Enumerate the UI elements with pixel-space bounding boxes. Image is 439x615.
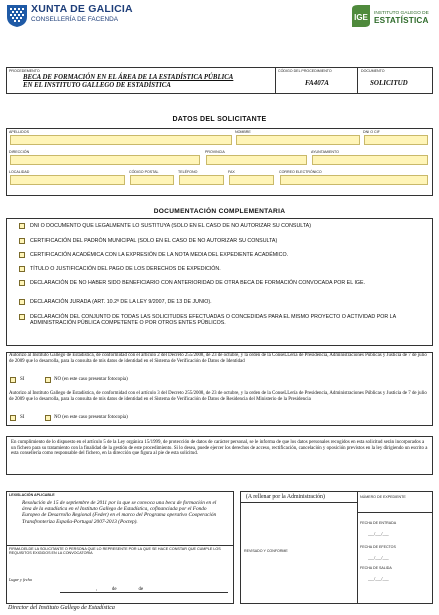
council-label: AYUNTAMIENTO bbox=[311, 150, 339, 154]
auth-yes-checkbox[interactable] bbox=[10, 415, 16, 421]
council-field[interactable] bbox=[312, 155, 428, 165]
email-label: CORREO ELECTRÓNICO bbox=[279, 170, 322, 174]
name-field[interactable] bbox=[236, 135, 360, 145]
document-label: DOCUMENTO bbox=[361, 69, 385, 73]
procedure-title-box bbox=[6, 67, 433, 94]
divider bbox=[240, 502, 357, 503]
phone-field[interactable] bbox=[179, 175, 224, 185]
postal-code-field[interactable] bbox=[130, 175, 174, 185]
applicant-heading: DATOS DEL SOLICITANTE bbox=[172, 116, 267, 123]
place-date-text: , de de bbox=[96, 587, 144, 592]
divider bbox=[357, 68, 358, 93]
divider bbox=[275, 68, 276, 93]
admin-box bbox=[240, 491, 433, 604]
legislation-label: LEXISLACIÓN APLICABLE bbox=[9, 493, 55, 497]
doc-item: DECLARACIÓN JURADA (ART. 10.2º DE LA LEY 9/2007, DE 13 DE JUNIO). bbox=[30, 299, 212, 305]
xunta-title: XUNTA DE GALICIA bbox=[31, 3, 133, 15]
ige-emblem-icon bbox=[350, 3, 372, 29]
auth-no-checkbox[interactable] bbox=[45, 415, 51, 421]
doc-checkbox[interactable] bbox=[19, 266, 25, 272]
xunta-department: CONSELLERÍA DE FACENDA bbox=[31, 16, 119, 23]
locality-label: LOCALIDAD bbox=[9, 170, 30, 174]
doc-checkbox[interactable] bbox=[19, 238, 25, 244]
dni-label: DNI O CIF bbox=[363, 130, 380, 134]
doc-item: CERTIFICACIÓN DEL PADRÓN MUNICIPAL (SOLO EN EL CASO DE NO AUTORIZAR SU CONSULTA) bbox=[30, 238, 278, 244]
procedure-label: PROCEDEMENTO bbox=[9, 69, 40, 73]
auth-yes-label: SI bbox=[20, 377, 25, 382]
ige-name-line2: ESTATÍSTICA bbox=[374, 16, 429, 25]
auth-yes-label: SI bbox=[20, 415, 25, 420]
legislation-text: Resolución de 15 de septiembre de 2011 por la que se convoca una beca de formación en el área de la estadística en el Instituto Gallego de Estadística, cofinanciada por el Fondo Europeo de Desarrollo Regional (Feder) en el marco del Programa operativo Cooperación Transfronteriza España-Portugal 2007-2013 (Poctep). bbox=[22, 500, 217, 525]
ige-name-line1: INSTITUTO GALEGO DE bbox=[374, 11, 429, 16]
province-field[interactable] bbox=[206, 155, 307, 165]
doc-item: DECLARACIÓN DE NO HABER SIDO BENEFICIARIO CON ANTERIORIDAD DE OTRA BECA DE FORMACIÓN CONVOCADA POR EL IGE. bbox=[30, 280, 366, 286]
email-field[interactable] bbox=[280, 175, 428, 185]
postal-code-label: CÓDIGO POSTAL bbox=[129, 170, 159, 174]
doc-item: TÍTULO O JUSTIFICACIÓN DEL PAGO DE LOS DERECHOS DE EXPEDICIÓN. bbox=[30, 266, 221, 272]
divider bbox=[357, 512, 433, 513]
document-value: SOLICITUD bbox=[370, 79, 408, 87]
admin-heading: (A rellenar por la Administración) bbox=[246, 494, 325, 500]
fax-label: FAX bbox=[228, 170, 235, 174]
auth-yes-checkbox[interactable] bbox=[10, 377, 16, 383]
doc-checkbox[interactable] bbox=[19, 299, 25, 305]
documentation-heading: DOCUMENTACIÓN COMPLEMENTARIA bbox=[153, 208, 286, 215]
ige-logo bbox=[350, 3, 372, 29]
auth-no-label: NO (en este caso presentar fotocopia) bbox=[54, 415, 128, 420]
doc-checkbox[interactable] bbox=[19, 223, 25, 229]
phone-label: TELÉFONO bbox=[178, 170, 198, 174]
auth-no-checkbox[interactable] bbox=[45, 377, 51, 383]
doc-item: CERTIFICACIÓN ACADÉMICA CON LA EXPRESIÓN DE LA NOTA MEDIA DEL EXPEDIENTE ACADÉMICO. bbox=[30, 252, 289, 258]
authorization-text: Autorizo al Instituto Gallego de Estadística, de conformidad con el artículo 2 del Decreto 255/2008, de 23 de octubre, y la orden de la ConseLLería de Presidencia, Administraciones Públicas y Justicia de 7 de julio de 2009 que lo desarrolla, para la consulta de mis datos de identidad en el Sistema de Verificación de Datos de Identidad bbox=[9, 353, 427, 364]
entry-date-label: FECHA DE ENTRADA bbox=[360, 521, 397, 525]
footer-text: Director del Instituto Gallego de Estadística bbox=[8, 605, 115, 611]
xunta-shield-icon bbox=[6, 4, 28, 28]
signature-label: FIRMA DELDE LA SOLICITANTE O PERSONA QUE LO REPRESENTE POR LA QUE SE HACE CONSTAR QUE CUMPLE LOS REQUISITOS EXIGIDOS EN LA CONVOCATORIA bbox=[9, 547, 221, 556]
file-number-label: NÚMERO DE EXPEDIENTE bbox=[360, 495, 406, 499]
province-label: PROVINCIA bbox=[205, 150, 225, 154]
xunta-logo bbox=[6, 4, 28, 28]
place-date-label: Lugar y fecha bbox=[9, 577, 32, 582]
surname-label: APELLIDOS bbox=[9, 130, 29, 134]
effect-date-label: FECHA DE EFECTOS bbox=[360, 545, 396, 549]
applicant-box bbox=[6, 128, 433, 196]
doc-checkbox[interactable] bbox=[19, 280, 25, 286]
procedure-line1: BECA DE FORMACIÓN EN EL ÁREA DE LA ESTADÍSTICA PÚBLICA bbox=[23, 74, 234, 81]
divider bbox=[6, 545, 234, 546]
doc-item: DECLARACIÓN DEL CONJUNTO DE TODAS LAS SOLICITUDES EFECTUADAS O CONCEDIDAS PARA EL MISMO PROYECTO O ACTIVIDAD POR LA ADMINISTRACIÓN PÚBLICA COMPETENTE O POR OTROS ENTES PÚBLICOS. bbox=[30, 314, 396, 327]
doc-checkbox[interactable] bbox=[19, 314, 25, 320]
procedure-code-value: FA407A bbox=[305, 79, 329, 87]
procedure-code-label: CÓDIGO DEL PROCEDIMIENTO bbox=[278, 69, 332, 73]
effect-date-value[interactable]: ___/___/___ bbox=[368, 555, 389, 560]
surname-field[interactable] bbox=[10, 135, 232, 145]
address-field[interactable] bbox=[10, 155, 200, 165]
exit-date-label: FECHA DE SALIDA bbox=[360, 566, 392, 570]
fax-field[interactable] bbox=[229, 175, 274, 185]
address-label: DIRECCIÓN bbox=[9, 150, 30, 154]
name-label: NOMBRE bbox=[235, 130, 251, 134]
exit-date-value[interactable]: ___/___/___ bbox=[368, 576, 389, 581]
procedure-line2: EN EL INSTITUTO GALLEGO DE ESTADÍSTICA bbox=[23, 82, 171, 89]
doc-checkbox[interactable] bbox=[19, 252, 25, 258]
reviewed-label: REVISADO Y CONFORME bbox=[244, 549, 288, 553]
entry-date-value[interactable]: ___/___/___ bbox=[368, 531, 389, 536]
doc-item: DNI O DOCUMENTO QUE LEGALMENTE LO SUSTITUYA (SOLO EN EL CASO DE NO AUTORIZAR SU CONSULTA) bbox=[30, 223, 311, 229]
locality-field[interactable] bbox=[10, 175, 125, 185]
dni-field[interactable] bbox=[364, 135, 428, 145]
authorization-text: Autorizo al Instituto Gallego de Estadística, de conformidad con el artículo 3 del Decreto 255/2008, de 23 de octubre, y la orden de la ConseLLería de Presidencia, Administraciones Públicas y Justicia de 7 de julio de 2009 que lo desarrolla, para la consulta de mis datos de identidad en el Sistema de Verificación de Datos de Residencia del Ministerio de la Presidencia bbox=[9, 391, 427, 402]
auth-no-label: NO (en este caso presentar fotocopia) bbox=[54, 377, 128, 382]
divider bbox=[357, 491, 358, 604]
place-date-line[interactable] bbox=[60, 592, 228, 593]
ige-logo-text: IGE bbox=[354, 13, 368, 22]
privacy-text: En cumplimiento de lo dispuesto en el artículo 5 de la Ley orgánica 15/1999, de protección de datos de carácter personal, se le informa de que los datos personales recogidos en esta solicitud serán incorporados a un fichero para su tratamiento con la finalidad de la gestión de este procedimiento. Si lo desea, puede ejercer los derechos de acceso, rectificación, cancelación y oposición previstos en la ley dirigiendo un escrito a esta consellería como responsable del fichero, en la dirección que figura al pie de esta solicitud. bbox=[11, 440, 428, 457]
signature-area[interactable] bbox=[9, 558, 231, 576]
